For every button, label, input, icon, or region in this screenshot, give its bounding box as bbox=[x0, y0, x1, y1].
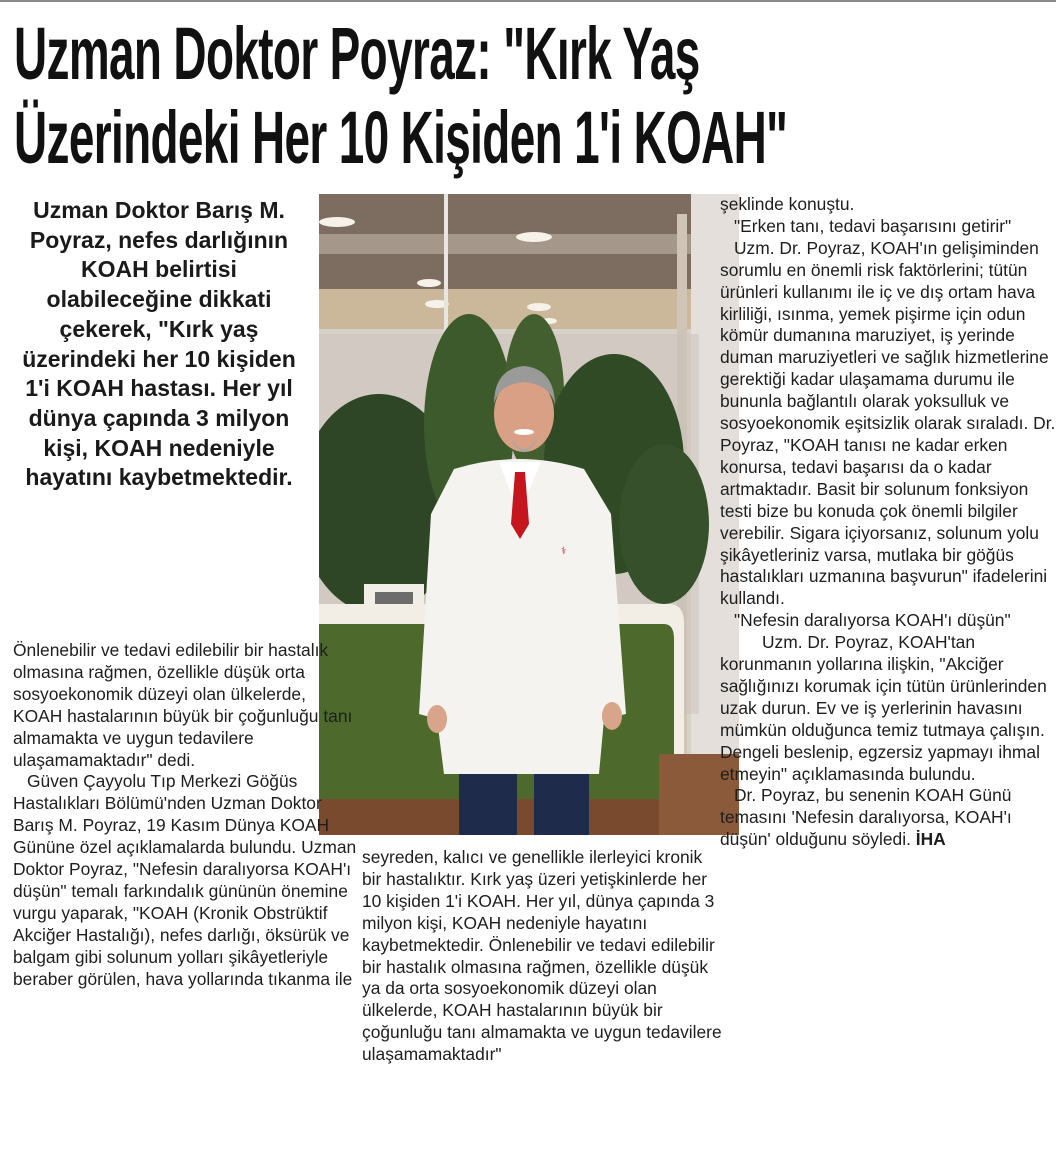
paragraph: Uzm. Dr. Poyraz, KOAH'ın gelişiminden sorumlu en önemli risk faktörlerini; tütün ürünleri kullanımı ile iç ve dış ortam hava kirliliği, ısınma, yemek pişirme için odun kömür dumanına maruziyet, iş yerinde duman maruziyetleri ve sağlık hizmetlerine gerektiği kadar ulaşamama durumu ile bununla bağlantılı olarak yoksulluk ve sosyoekonomik eşitsizlik olarak sıraladı. Dr. Poyraz, "KOAH tanısı ne kadar erken konursa, tedavi başarısı da o kadar artmaktadır. Basit bir solunum fonksiyon testi bize bu konuda çok önemli bilgiler verebilir. Sigara içiyorsanız, solunum yolu şikâyetleriniz varsa, mutlaka bir göğüs hastalıkları uzmanına başvurun" ifadelerini kullandı. bbox=[720, 237, 1056, 609]
paragraph-text: Dr. Poyraz, bu senenin KOAH Günü temasını 'Nefesin daralıyorsa, KOAH'ı düşün' olduğunu söyledi. bbox=[720, 785, 1017, 850]
article-column-1 bbox=[13, 640, 362, 991]
doctor-hand bbox=[427, 705, 447, 733]
outlet bbox=[375, 592, 413, 604]
ceiling-light bbox=[319, 217, 355, 227]
article-column-2 bbox=[362, 847, 727, 1066]
article-column-3 bbox=[720, 194, 1056, 851]
subheading: "Erken tanı, tedavi başarısını getirir" bbox=[734, 215, 1012, 236]
paragraph: şeklinde konuştu. bbox=[720, 194, 855, 214]
paragraph: Güven Çayyolu Tıp Merkezi Göğüs Hastalıkları Bölümü'nden Uzman Doktor Barış M. Poyraz, 19 Kasım Dünya KOAH Gününe özel açıklamalarda bulundu. Uzman Doktor Poyraz, "Nefesin daralıyorsa KOAH'ı düşün" temalı farkındalık gününün önemine vurgu yaparak, "KOAH (Kronik Obstrüktif Akciğer Hastalığı), nefes darlığı, öksürük ve balgam gibi solunum yolları şikâyetleriyle beraber görülen, hava yollarında tıkanma ile bbox=[13, 771, 362, 989]
coat-logo: ⚕ bbox=[561, 546, 567, 557]
agency-credit: İHA bbox=[915, 829, 946, 850]
paragraph bbox=[720, 785, 1056, 851]
headline-line-2: Üzerindeki Her 10 Kişiden 1'i KOAH" bbox=[14, 96, 788, 179]
ceiling-light bbox=[516, 232, 552, 242]
doctor-photo bbox=[319, 194, 739, 835]
ceiling-band bbox=[319, 234, 699, 254]
ceiling-light bbox=[527, 303, 551, 311]
doctor-hand bbox=[602, 702, 622, 730]
headline bbox=[14, 12, 1043, 180]
ceiling-light bbox=[417, 279, 441, 287]
paragraph: seyreden, kalıcı ve genellikle ilerleyici kronik bir hastalıktır. Kırk yaş üzeri yetişkinlerde her 10 kişiden 1'i KOAH. Her yıl, dünya çapında 3 milyon kişi, KOAH nedeniyle hayatını kaybetmektedir. Önlenebilir ve tedavi edilebilir bir hastalık olmasına rağmen, özellikle düşük ya da orta sosyoekonomik düzeyi olan ülkelerde, KOAH hastalarının büyük bir çoğunluğu tanı almamakta ve uygun tedavilere ulaşamamaktadır" bbox=[362, 847, 727, 1065]
plant bbox=[619, 444, 709, 604]
headline-line-1: Uzman Doktor Poyraz: "Kırk Yaş bbox=[14, 12, 700, 95]
lead-paragraph: Uzman Doktor Barış M. Poyraz, nefes darlığının KOAH belirtisi olabileceğine dikkati çekerek, "Kırk yaş üzerindeki her 10 kişiden 1'i KOAH hastası. Her yıl dünya çapında 3 milyon kişi, KOAH nedeniyle hayatını kaybetmektedir. bbox=[22, 197, 296, 491]
paragraph: Uzm. Dr. Poyraz, KOAH'tan korunmanın yollarına ilişkin, "Akciğer sağlığınızı korumak için tütün ürünlerinden uzak durun. Ev ve iş yerlerinin havasını mümkün olduğunca temiz tutmaya çalışın. Dengeli beslenip, egzersiz yapmayı ihmal etmeyin" açıklamasında bulundu. bbox=[720, 632, 1052, 784]
ceiling-glow bbox=[319, 289, 699, 329]
subheading: "Nefesin daralıyorsa KOAH'ı düşün" bbox=[734, 610, 1011, 631]
paragraph: Önlenebilir ve tedavi edilebilir bir hastalık olmasına rağmen, özellikle düşük orta sosyoekonomik düzeyi olan ülkelerde, KOAH hastalarının büyük bir çoğunluğu tanı almamakta ve uygun tedavilere ulaşamamaktadır" dedi. bbox=[13, 640, 358, 770]
doctor-portrait-illustration bbox=[319, 194, 739, 835]
top-rule bbox=[0, 0, 1056, 2]
doctor-smile bbox=[514, 429, 534, 435]
